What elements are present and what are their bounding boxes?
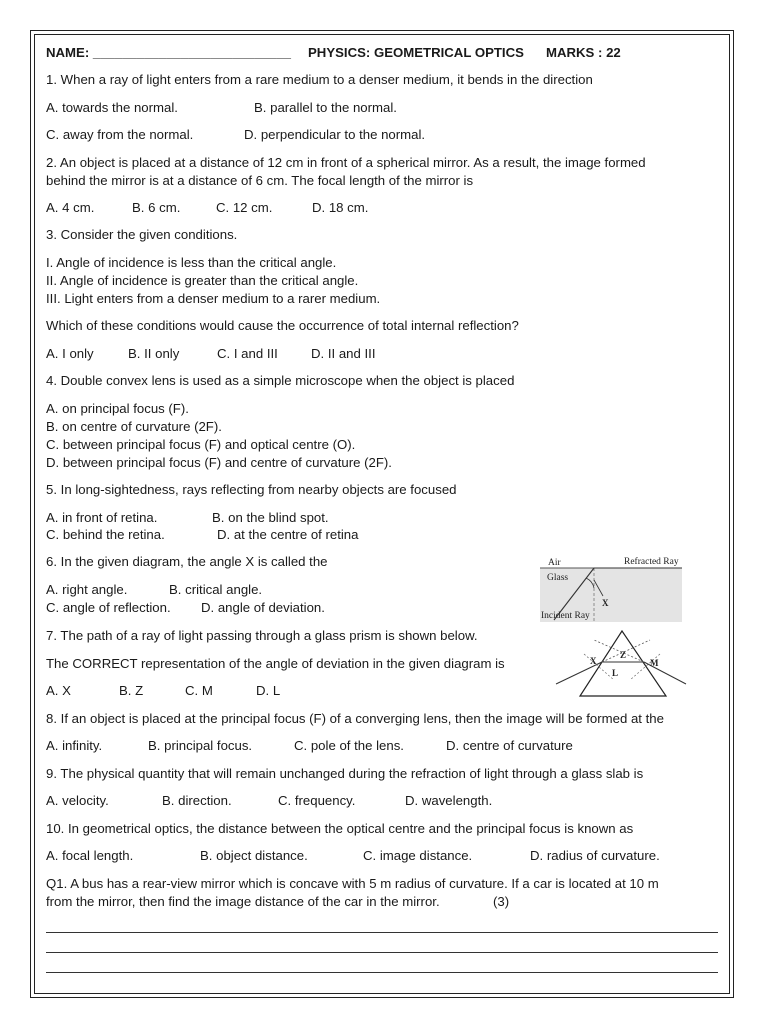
short-question-1-marks: (3)	[493, 894, 510, 909]
question-8-stem: 8. If an object is placed at the principal focus (F) of a converging lens, then the image will be formed at the	[46, 711, 664, 726]
q4-option-a: A. on principal focus (F).	[46, 401, 189, 416]
question-2-stem-line2: behind the mirror is at a distance of 6 cm. The focal length of the mirror is	[46, 173, 474, 188]
q4-option-c: C. between principal focus (F) and optical centre (O).	[46, 437, 356, 452]
question-10-stem: 10. In geometrical optics, the distance between the optical centre and the principal focus is known as	[46, 821, 634, 836]
q3-option-d: D. II and III	[311, 346, 376, 361]
q6-option-c: C. angle of reflection.	[46, 600, 171, 615]
q3-option-b: B. II only	[128, 346, 180, 361]
angle-z-label: Z	[620, 650, 627, 660]
q3-condition-1: I. Angle of incidence is less than the critical angle.	[46, 255, 337, 270]
q10-option-a: A. focal length.	[46, 848, 134, 863]
q10-option-c: C. image distance.	[363, 848, 473, 863]
question-9-stem: 9. The physical quantity that will remain unchanged during the refraction of light through a glass slab is	[46, 766, 644, 781]
air-label: Air	[548, 558, 561, 568]
subject-title: PHYSICS: GEOMETRICAL OPTICS	[308, 45, 524, 60]
q9-option-b: B. direction.	[162, 793, 232, 808]
q3-option-a: A. I only	[46, 346, 94, 361]
q1-option-d: D. perpendicular to the normal.	[244, 127, 426, 142]
q5-option-d: D. at the centre of retina	[217, 527, 359, 542]
q7-option-c: C. M	[185, 683, 213, 698]
question-2-stem-line1: 2. An object is placed at a distance of 12 cm in front of a spherical mirror. As a result, the image formed	[46, 155, 646, 170]
answer-line-1	[46, 932, 718, 933]
q6-option-b: B. critical angle.	[169, 582, 263, 597]
q7-option-b: B. Z	[119, 683, 144, 698]
q2-option-d: D. 18 cm.	[312, 200, 369, 215]
q3-question: Which of these conditions would cause the occurrence of total internal reflection?	[46, 318, 519, 333]
q2-option-c: C. 12 cm.	[216, 200, 273, 215]
q6-option-a: A. right angle.	[46, 582, 128, 597]
q3-condition-3: III. Light enters from a denser medium to a rarer medium.	[46, 291, 381, 306]
q3-option-c: C. I and III	[217, 346, 278, 361]
refracted-ray-label: Refracted Ray	[624, 557, 679, 567]
question-5-stem: 5. In long-sightedness, rays reflecting from nearby objects are focused	[46, 482, 457, 497]
question-4-stem: 4. Double convex lens is used as a simple microscope when the object is placed	[46, 373, 515, 388]
q7-option-a: A. X	[46, 683, 71, 698]
prism-diagram	[554, 628, 688, 698]
answer-line-2	[46, 952, 718, 953]
q5-option-c: C. behind the retina.	[46, 527, 165, 542]
q9-option-a: A. velocity.	[46, 793, 109, 808]
q4-option-d: D. between principal focus (F) and centre of curvature (2F).	[46, 455, 392, 470]
q6-option-d: D. angle of deviation.	[201, 600, 325, 615]
question-3-stem: 3. Consider the given conditions.	[46, 227, 238, 242]
q5-option-a: A. in front of retina.	[46, 510, 158, 525]
angle-m-label: M	[650, 658, 659, 668]
answer-line-3	[46, 972, 718, 973]
angle-l-label: L	[612, 668, 619, 678]
q8-option-d: D. centre of curvature	[446, 738, 573, 753]
angle-x-label: X	[590, 656, 597, 666]
question-1-stem: 1. When a ray of light enters from a rare medium to a denser medium, it bends in the direction	[46, 72, 593, 87]
q2-option-b: B. 6 cm.	[132, 200, 181, 215]
q1-option-b: B. parallel to the normal.	[254, 100, 397, 115]
incident-ray-label: Incident Ray	[541, 611, 590, 621]
q2-option-a: A. 4 cm.	[46, 200, 95, 215]
q1-option-a: A. towards the normal.	[46, 100, 178, 115]
marks-label: MARKS : 22	[546, 45, 621, 60]
q3-condition-2: II. Angle of incidence is greater than the critical angle.	[46, 273, 359, 288]
q9-option-d: D. wavelength.	[405, 793, 493, 808]
q8-option-c: C. pole of the lens.	[294, 738, 404, 753]
q4-option-b: B. on centre of curvature (2F).	[46, 419, 222, 434]
glass-label: Glass	[547, 573, 569, 583]
short-question-1-line1: Q1. A bus has a rear-view mirror which is concave with 5 m radius of curvature. If a car is located at 10 m	[46, 876, 659, 891]
q10-option-d: D. radius of curvature.	[530, 848, 660, 863]
question-7-stem: 7. The path of a ray of light passing through a glass prism is shown below.	[46, 628, 478, 643]
q8-option-a: A. infinity.	[46, 738, 103, 753]
question-6-stem: 6. In the given diagram, the angle X is called the	[46, 554, 328, 569]
q10-option-b: B. object distance.	[200, 848, 308, 863]
name-field-label: NAME: ___________________________	[46, 45, 291, 60]
refraction-diagram	[536, 550, 686, 624]
angle-x-label: X	[602, 598, 609, 608]
emergent-extension	[594, 640, 644, 662]
q5-option-b: B. on the blind spot.	[212, 510, 329, 525]
q8-option-b: B. principal focus.	[148, 738, 253, 753]
short-question-1-line2: from the mirror, then find the image distance of the car in the mirror.	[46, 894, 440, 909]
q9-option-c: C. frequency.	[278, 793, 356, 808]
q7-question: The CORRECT representation of the angle of deviation in the given diagram is	[46, 656, 505, 671]
q7-option-d: D. L	[256, 683, 281, 698]
q1-option-c: C. away from the normal.	[46, 127, 194, 142]
